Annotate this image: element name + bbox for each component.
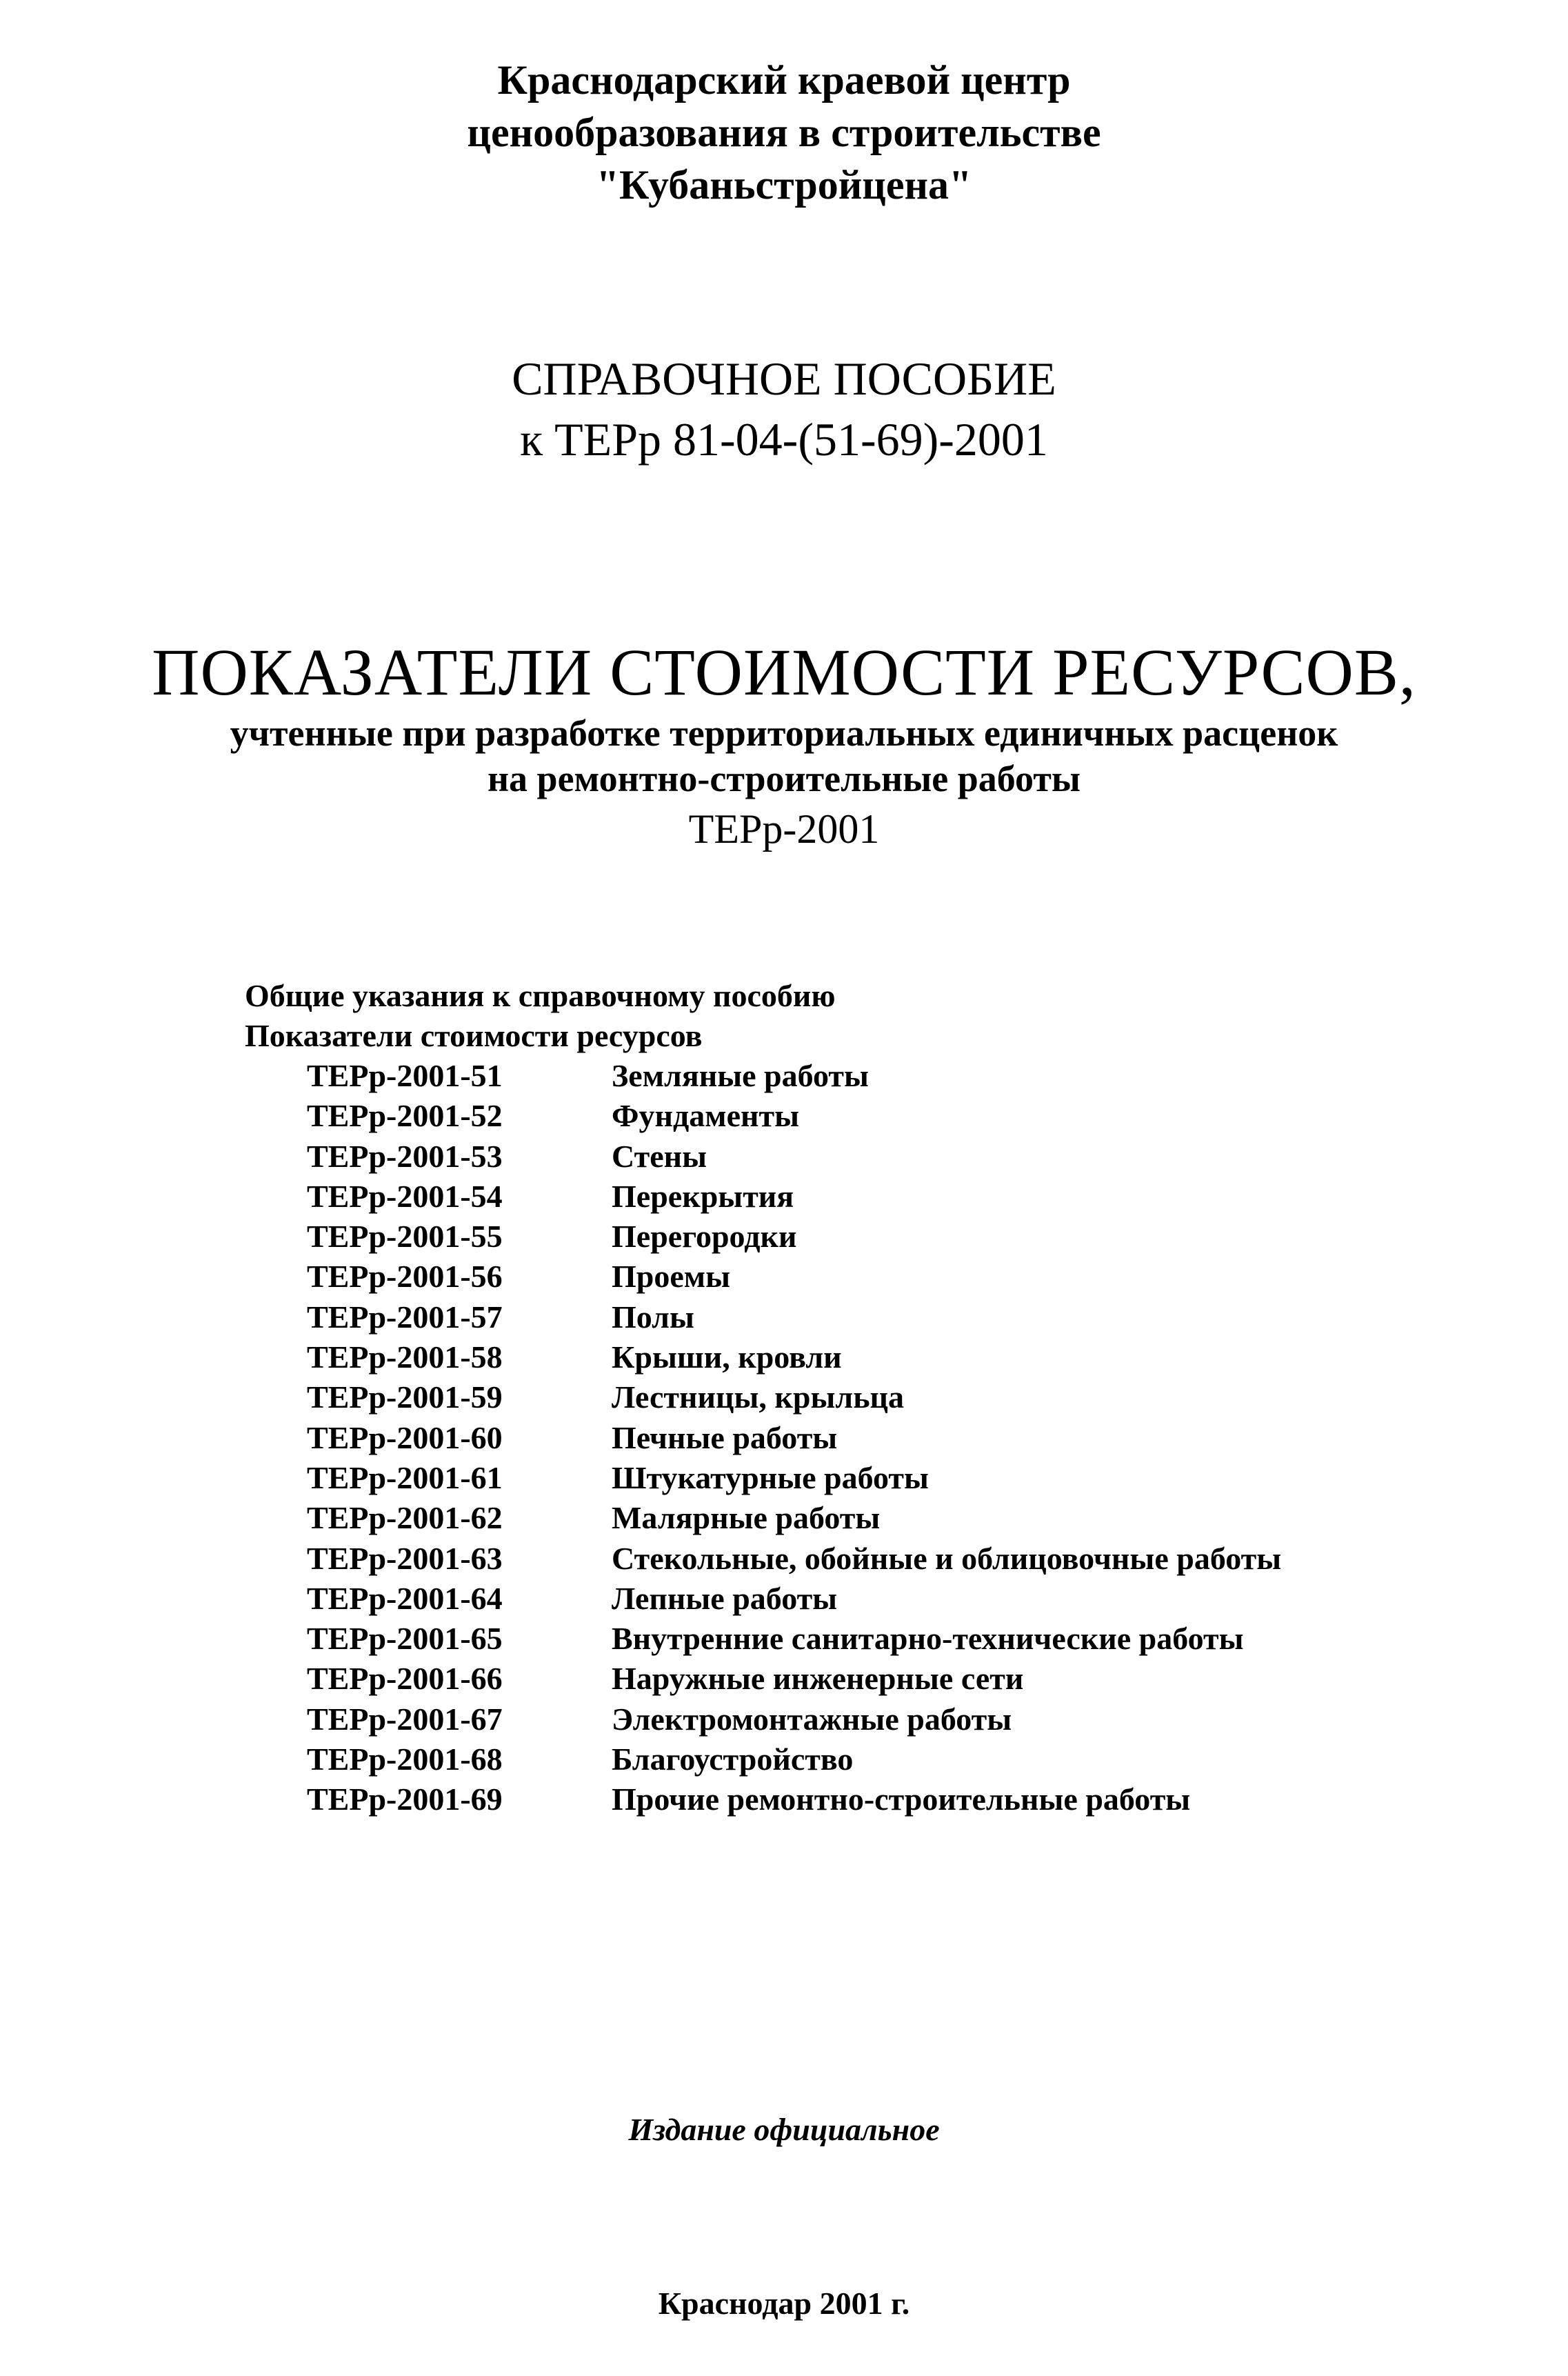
contents-row-title: Лепные работы xyxy=(612,1580,838,1616)
contents-row-code: ТЕРр-2001-59 xyxy=(307,1379,503,1415)
contents-row xyxy=(245,1619,1244,1659)
contents-row-title: Крыши, кровли xyxy=(612,1339,842,1375)
contents-row-code: ТЕРр-2001-51 xyxy=(307,1058,503,1093)
contents-row-code: ТЕРр-2001-57 xyxy=(307,1299,503,1335)
contents-row-code: ТЕРр-2001-66 xyxy=(307,1661,503,1697)
organization-header xyxy=(0,54,1568,211)
subtitle-line-2: на ремонтно-строительные работы xyxy=(487,758,1081,799)
document-title: ПОКАЗАТЕЛИ СТОИМОСТИ РЕСУРСОВ, xyxy=(152,635,1416,709)
city-year: Краснодар 2001 г. xyxy=(658,2286,910,2321)
contents-resource-indicators: Показатели стоимости ресурсов xyxy=(245,1018,703,1053)
contents-row-code: ТЕРр-2001-53 xyxy=(307,1138,503,1174)
contents-list xyxy=(245,1056,1282,1820)
reference-line-1: СПРАВОЧНОЕ ПОСОБИЕ xyxy=(512,352,1056,405)
contents-row-title: Прочие ремонтно-строительные работы xyxy=(612,1781,1191,1817)
contents-row xyxy=(245,1539,1282,1579)
contents-row-code: ТЕРр-2001-54 xyxy=(307,1178,503,1214)
org-line-1: Краснодарский краевой центр xyxy=(497,57,1071,103)
contents-row-title: Проемы xyxy=(612,1259,731,1295)
contents-row-title: Перекрытия xyxy=(612,1178,794,1214)
contents-row-code: ТЕРр-2001-65 xyxy=(307,1621,503,1657)
org-line-3: "Кубаньстройцена" xyxy=(596,162,972,208)
contents-row-title: Стены xyxy=(612,1138,707,1174)
contents-row xyxy=(245,1177,836,1217)
contents-row xyxy=(245,1137,836,1177)
subtitle-line-1: учтенные при разработке территориальных единичных расценок xyxy=(230,712,1338,754)
contents-row-code: ТЕРр-2001-61 xyxy=(307,1459,503,1495)
contents-row xyxy=(245,1257,836,1297)
contents-row-title: Благоустройство xyxy=(612,1741,854,1777)
contents-row-code: ТЕРр-2001-67 xyxy=(307,1701,503,1737)
contents-row-title: Стекольные, обойные и облицовочные работы xyxy=(612,1540,1282,1576)
contents-row xyxy=(245,1297,836,1337)
reference-header xyxy=(0,348,1568,470)
contents-row-code: ТЕРр-2001-68 xyxy=(307,1741,503,1777)
contents-row-code: ТЕРр-2001-62 xyxy=(307,1500,503,1536)
contents-row-code: ТЕРр-2001-60 xyxy=(307,1419,503,1455)
contents-row-code: ТЕРр-2001-52 xyxy=(307,1098,503,1134)
table-of-contents xyxy=(245,976,1282,1820)
contents-row xyxy=(245,1739,854,1779)
contents-row-title: Электромонтажные работы xyxy=(612,1701,1012,1737)
contents-row-code: ТЕРр-2001-58 xyxy=(307,1339,503,1375)
contents-row-code: ТЕРр-2001-56 xyxy=(307,1259,503,1295)
contents-row xyxy=(245,1699,1012,1739)
contents-row xyxy=(245,1337,842,1377)
contents-row-code: ТЕРр-2001-64 xyxy=(307,1580,503,1616)
contents-row-title: Внутренние санитарно-технические работы xyxy=(612,1621,1244,1657)
contents-row xyxy=(245,1659,1024,1699)
contents-row-title: Фундаменты xyxy=(612,1098,800,1134)
contents-row-title: Лестницы, крыльца xyxy=(612,1379,905,1415)
contents-row-title: Малярные работы xyxy=(612,1500,881,1536)
contents-row-title: Печные работы xyxy=(612,1419,838,1455)
contents-row-title: Наружные инженерные сети xyxy=(612,1661,1024,1697)
contents-row xyxy=(245,1579,836,1619)
contents-row xyxy=(245,1217,836,1257)
contents-row-code: ТЕРр-2001-55 xyxy=(307,1219,503,1255)
contents-row-code: ТЕРр-2001-69 xyxy=(307,1781,503,1817)
org-line-2: ценообразования в строительстве xyxy=(467,110,1101,155)
contents-row-code: ТЕРр-2001-63 xyxy=(307,1540,503,1576)
contents-row xyxy=(245,1096,836,1136)
contents-row-title: Земляные работы xyxy=(612,1058,869,1093)
contents-general-guidelines: Общие указания к справочному пособию xyxy=(245,978,836,1013)
subtitle-code: ТЕРр-2001 xyxy=(688,806,880,852)
contents-row-title: Полы xyxy=(612,1299,694,1335)
document-subtitle xyxy=(0,710,1568,854)
contents-row-title: Штукатурные работы xyxy=(612,1459,929,1495)
contents-row xyxy=(245,1056,869,1096)
reference-line-2: к ТЕРр 81-04-(51-69)-2001 xyxy=(520,413,1048,466)
contents-row xyxy=(245,1498,881,1538)
contents-row-title: Перегородки xyxy=(612,1219,797,1255)
contents-row xyxy=(245,1377,905,1417)
contents-row xyxy=(245,1458,929,1498)
edition-note: Издание официальное xyxy=(628,2112,940,2147)
contents-row xyxy=(245,1779,1191,1819)
contents-row xyxy=(245,1418,836,1458)
